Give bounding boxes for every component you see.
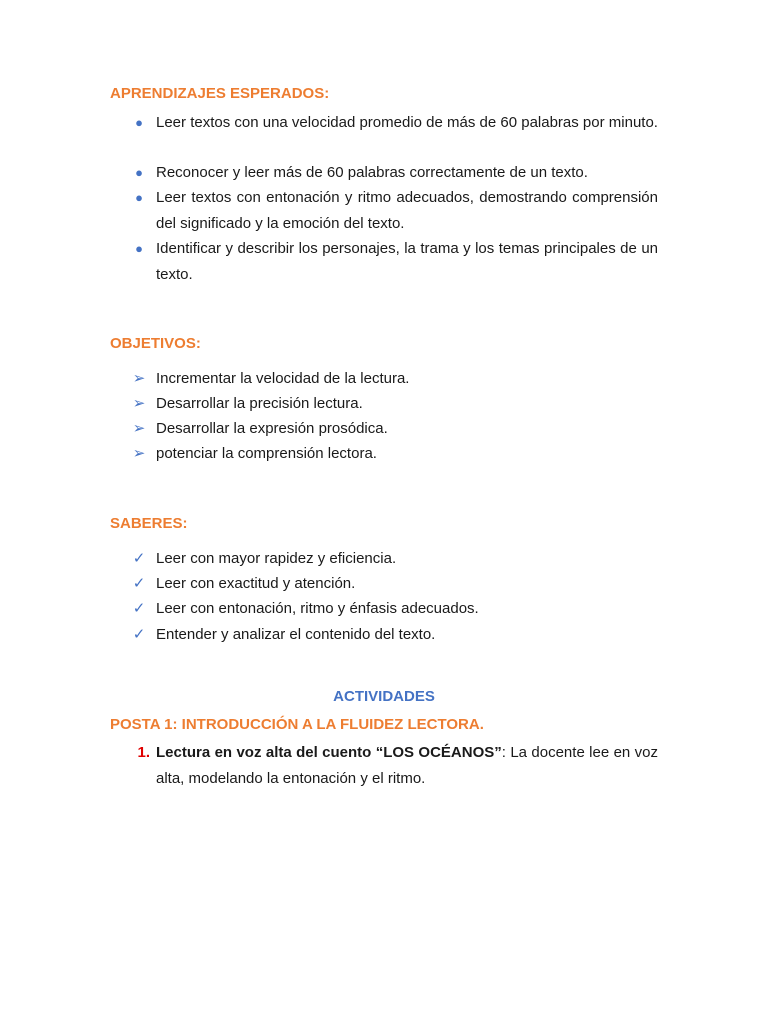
saberes-item-2: Leer con exactitud y atención. (156, 575, 356, 592)
objetivos-item-3: Desarrollar la expresión prosódica. (156, 420, 388, 437)
aprendizajes-item-3: Leer textos con entonación y ritmo adecuados, demostrando comprensión del significado y la emoción del texto. (156, 189, 658, 232)
step-1-description: : La docente lee en voz alta, modelando la entonación y el ritmo. (156, 744, 658, 787)
arrow-bullet-icon: ➢ (132, 395, 146, 412)
bullet-dot-icon: ● (135, 241, 143, 256)
check-icon: ✓ (132, 626, 146, 643)
step-1-text (156, 740, 658, 791)
arrow-bullet-icon: ➢ (132, 370, 146, 387)
objetivos-item-1: Incrementar la velocidad de la lectura. (156, 370, 410, 387)
posta-1-heading: POSTA 1: INTRODUCCIÓN A LA FLUIDEZ LECTORA. (110, 716, 484, 733)
check-icon: ✓ (132, 550, 146, 567)
aprendizajes-item-2: Reconocer y leer más de 60 palabras correctamente de un texto. (156, 164, 588, 181)
objetivos-heading: OBJETIVOS: (110, 335, 201, 352)
check-icon: ✓ (132, 600, 146, 617)
step-1-bold-title: Lectura en voz alta del cuento “LOS OCÉANOS” (156, 744, 502, 761)
aprendizajes-heading: APRENDIZAJES ESPERADOS: (110, 85, 330, 102)
saberes-item-1: Leer con mayor rapidez y eficiencia. (156, 550, 397, 567)
arrow-bullet-icon: ➢ (132, 420, 146, 437)
check-icon: ✓ (132, 575, 146, 592)
arrow-bullet-icon: ➢ (132, 445, 146, 462)
aprendizajes-item-4: Identificar y describir los personajes, la trama y los temas principales de un texto. (156, 240, 658, 283)
saberes-item-4: Entender y analizar el contenido del texto. (156, 626, 436, 643)
bullet-dot-icon: ● (135, 165, 143, 180)
objetivos-item-2: Desarrollar la precisión lectura. (156, 395, 363, 412)
objetivos-item-4: potenciar la comprensión lectora. (156, 445, 377, 462)
aprendizajes-item-1: Leer textos con una velocidad promedio de más de 60 palabras por minuto. (156, 114, 658, 131)
bullet-dot-icon: ● (135, 190, 143, 205)
saberes-item-3: Leer con entonación, ritmo y énfasis adecuados. (156, 600, 479, 617)
saberes-heading: SABERES: (110, 515, 188, 532)
step-number: 1. (137, 744, 150, 761)
actividades-heading: ACTIVIDADES (333, 688, 435, 705)
bullet-dot-icon: ● (135, 115, 143, 130)
